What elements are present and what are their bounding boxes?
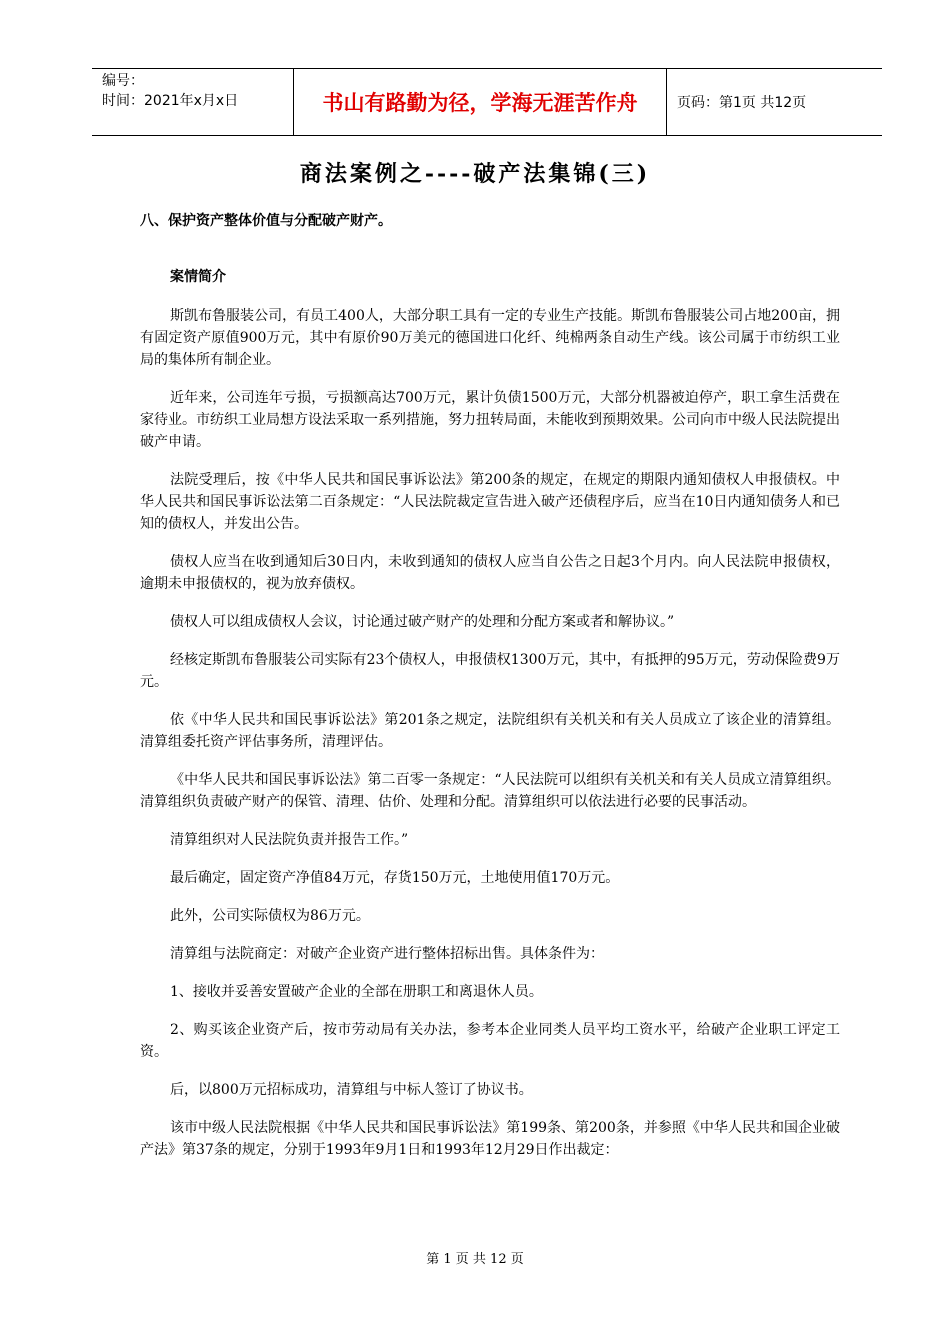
section-heading: 八、保护资产整体价值与分配破产财产。 bbox=[140, 213, 392, 229]
time-label: 时间：2021年x月x日 bbox=[102, 93, 239, 109]
paragraph: 此外，公司实际债权为86万元。 bbox=[170, 908, 370, 924]
paragraph: 《中华人民共和国民事诉讼法》第二百零一条规定：“人民法院可以组织有关机关和有关人员成立清算组织。清算组织负责破产财产的保管、清理、估价、处理和分配。清算组织可以依法进行必要的民事活动。 bbox=[140, 772, 840, 810]
paragraph: 最后确定，固定资产净值84万元，存货150万元，土地使用值170万元。 bbox=[170, 870, 620, 886]
header-left-cell bbox=[92, 69, 293, 135]
paragraph: 债权人可以组成债权人会议，讨论通过破产财产的处理和分配方案或者和解协议。” bbox=[170, 614, 675, 630]
paragraph: 该市中级人民法院根据《中华人民共和国民事诉讼法》第199条、第200条，并参照《中华人民共和国企业破产法》第37条的规定，分别于1993年9月1日和1993年12月29日作出裁定： bbox=[140, 1120, 840, 1158]
header-slogan: 书山有路勤为径，学海无涯苦作舟 bbox=[293, 69, 667, 135]
paragraph: 法院受理后，按《中华人民共和国民事诉讼法》第200条的规定，在规定的期限内通知债权人申报债权。中华人民共和国民事诉讼法第二百条规定：“人民法院裁定宣告进入破产还债程序后，应当在10日内通知债务人和已知的债权人，并发出公告。 bbox=[140, 472, 840, 532]
header-page-label: 页码：第1页 共12页 bbox=[677, 95, 807, 111]
document-title: 商法案例之----破产法集锦(三) bbox=[299, 161, 651, 187]
paragraph: 清算组与法院商定：对破产企业资产进行整体招标出售。具体条件为： bbox=[170, 946, 604, 962]
document-body bbox=[140, 210, 840, 1177]
paragraph: 2、购买该企业资产后，按市劳动局有关办法，参考本企业同类人员平均工资水平，给破产企业职工评定工资。 bbox=[140, 1022, 840, 1060]
header-table bbox=[92, 68, 882, 136]
paragraph: 1、接收并妥善安置破产企业的全部在册职工和离退休人员。 bbox=[170, 984, 543, 1000]
page-footer: 第 1 页 共 12 页 bbox=[426, 1252, 524, 1267]
paragraph: 近年来，公司连年亏损，亏损额高达700万元，累计负债1500万元，大部分机器被迫停产，职工拿生活费在家待业。市纺织工业局想方设法采取一系列措施，努力扭转局面，未能收到预期效果。公司向市中级人民法院提出破产申请。 bbox=[140, 390, 840, 450]
paragraph: 斯凯布鲁服装公司，有员工400人，大部分职工具有一定的专业生产技能。斯凯布鲁服装公司占地200亩，拥有固定资产原值900万元，其中有原价90万美元的德国进口化纤、纯棉两条自动生产线。该公司属于市纺织工业局的集体所有制企业。 bbox=[140, 308, 840, 368]
paragraph: 债权人应当在收到通知后30日内，未收到通知的债权人应当自公告之日起3个月内。向人民法院申报债权，逾期未申报债权的，视为放弃债权。 bbox=[140, 554, 840, 592]
paragraph: 依《中华人民共和国民事诉讼法》第201条之规定，法院组织有关机关和有关人员成立了该企业的清算组。清算组委托资产评估事务所，清理评估。 bbox=[140, 712, 840, 750]
sub-heading: 案情简介 bbox=[170, 269, 226, 285]
number-label: 编号： bbox=[102, 73, 144, 89]
paragraph: 经核定斯凯布鲁服装公司实际有23个债权人，申报债权1300万元，其中，有抵押的95万元，劳动保险费9万元。 bbox=[140, 652, 840, 690]
paragraph: 清算组织对人民法院负责并报告工作。” bbox=[170, 832, 409, 848]
paragraph: 后，以800万元招标成功，清算组与中标人签订了协议书。 bbox=[170, 1082, 533, 1098]
